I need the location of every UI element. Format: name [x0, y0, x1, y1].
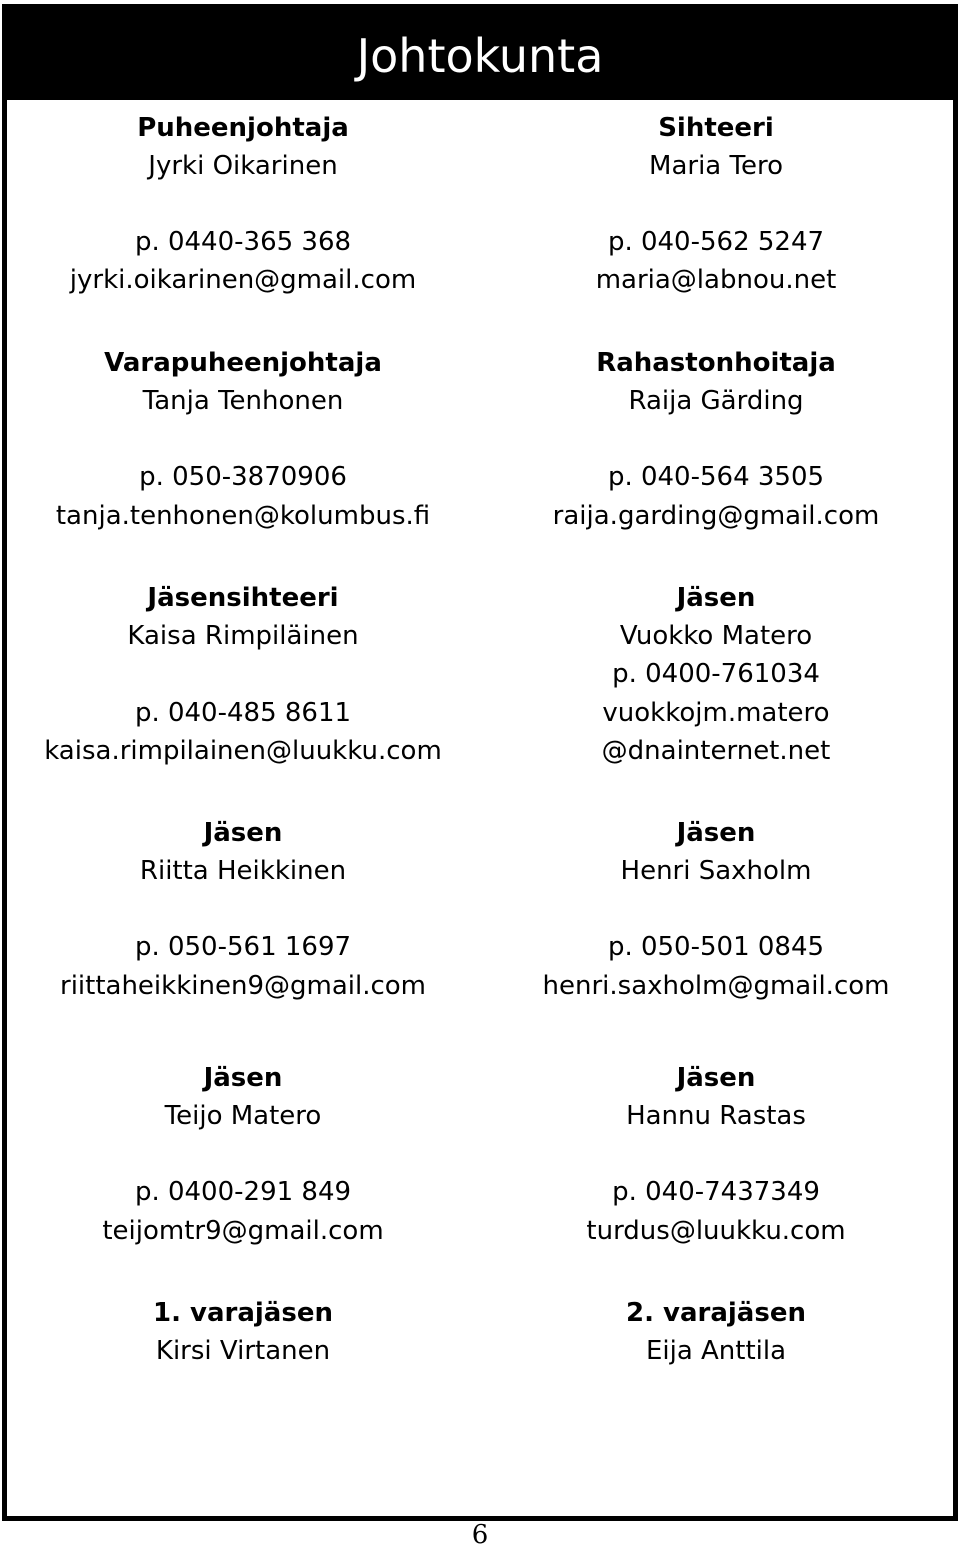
member-name: Maria Tero — [649, 151, 783, 181]
member-email: turdus@luukku.com — [586, 1216, 846, 1246]
member-name: Henri Saxholm — [620, 856, 812, 886]
page-number: 6 — [471, 1520, 489, 1550]
member-phone: p. 040-7437349 — [612, 1177, 820, 1207]
member-name: Kirsi Virtanen — [155, 1336, 331, 1366]
member-role: Rahastonhoitaja — [596, 348, 836, 378]
member-phone: p. 040-485 8611 — [134, 698, 352, 728]
member-role: Jäsen — [676, 1063, 756, 1093]
member-email: tanja.tenhonen@kolumbus.fi — [55, 501, 431, 531]
member-phone: p. 0400-761034 — [612, 659, 820, 689]
member-email: riittaheikkinen9@gmail.com — [60, 971, 426, 1001]
member-phone: p. 050-561 1697 — [134, 932, 352, 962]
member-email: vuokkojm.matero — [602, 698, 830, 728]
member-phone: p. 0440-365 368 — [134, 227, 352, 257]
title-bar — [2, 4, 958, 100]
member-email: maria@labnou.net — [595, 265, 837, 295]
member-phone: p. 050-501 0845 — [607, 932, 825, 962]
member-name: Raija Gärding — [628, 386, 804, 416]
page-title: Johtokunta — [356, 29, 604, 83]
member-role: Jäsen — [203, 1063, 283, 1093]
member-email: teijomtr9@gmail.com — [102, 1216, 384, 1246]
member-role: Jäsen — [676, 583, 756, 613]
member-name: Tanja Tenhonen — [142, 386, 344, 416]
member-role: Puheenjohtaja — [137, 113, 349, 143]
member-role: Sihteeri — [658, 113, 774, 143]
member-name: Teijo Matero — [164, 1101, 322, 1131]
member-name: Kaisa Rimpiläinen — [127, 621, 359, 651]
member-role: Varapuheenjohtaja — [104, 348, 382, 378]
member-role: 1. varajäsen — [153, 1298, 333, 1328]
member-role: Jäsen — [676, 818, 756, 848]
member-email: jyrki.oikarinen@gmail.com — [69, 265, 417, 295]
member-email: @dnainternet.net — [601, 736, 831, 766]
member-name: Hannu Rastas — [626, 1101, 806, 1131]
member-phone: p. 0400-291 849 — [134, 1177, 352, 1207]
member-phone: p. 050-3870906 — [139, 462, 347, 492]
member-role: Jäsen — [203, 818, 283, 848]
member-email: henri.saxholm@gmail.com — [542, 971, 890, 1001]
member-role: Jäsensihteeri — [147, 583, 339, 613]
member-name: Vuokko Matero — [619, 621, 813, 651]
member-email: kaisa.rimpilainen@luukku.com — [44, 736, 442, 766]
member-phone: p. 040-564 3505 — [607, 462, 825, 492]
member-phone: p. 040-562 5247 — [607, 227, 825, 257]
member-email: raija.garding@gmail.com — [552, 501, 880, 531]
member-name: Jyrki Oikarinen — [148, 151, 338, 181]
member-role: 2. varajäsen — [626, 1298, 806, 1328]
member-name: Riitta Heikkinen — [139, 856, 347, 886]
member-name: Eija Anttila — [645, 1336, 787, 1366]
